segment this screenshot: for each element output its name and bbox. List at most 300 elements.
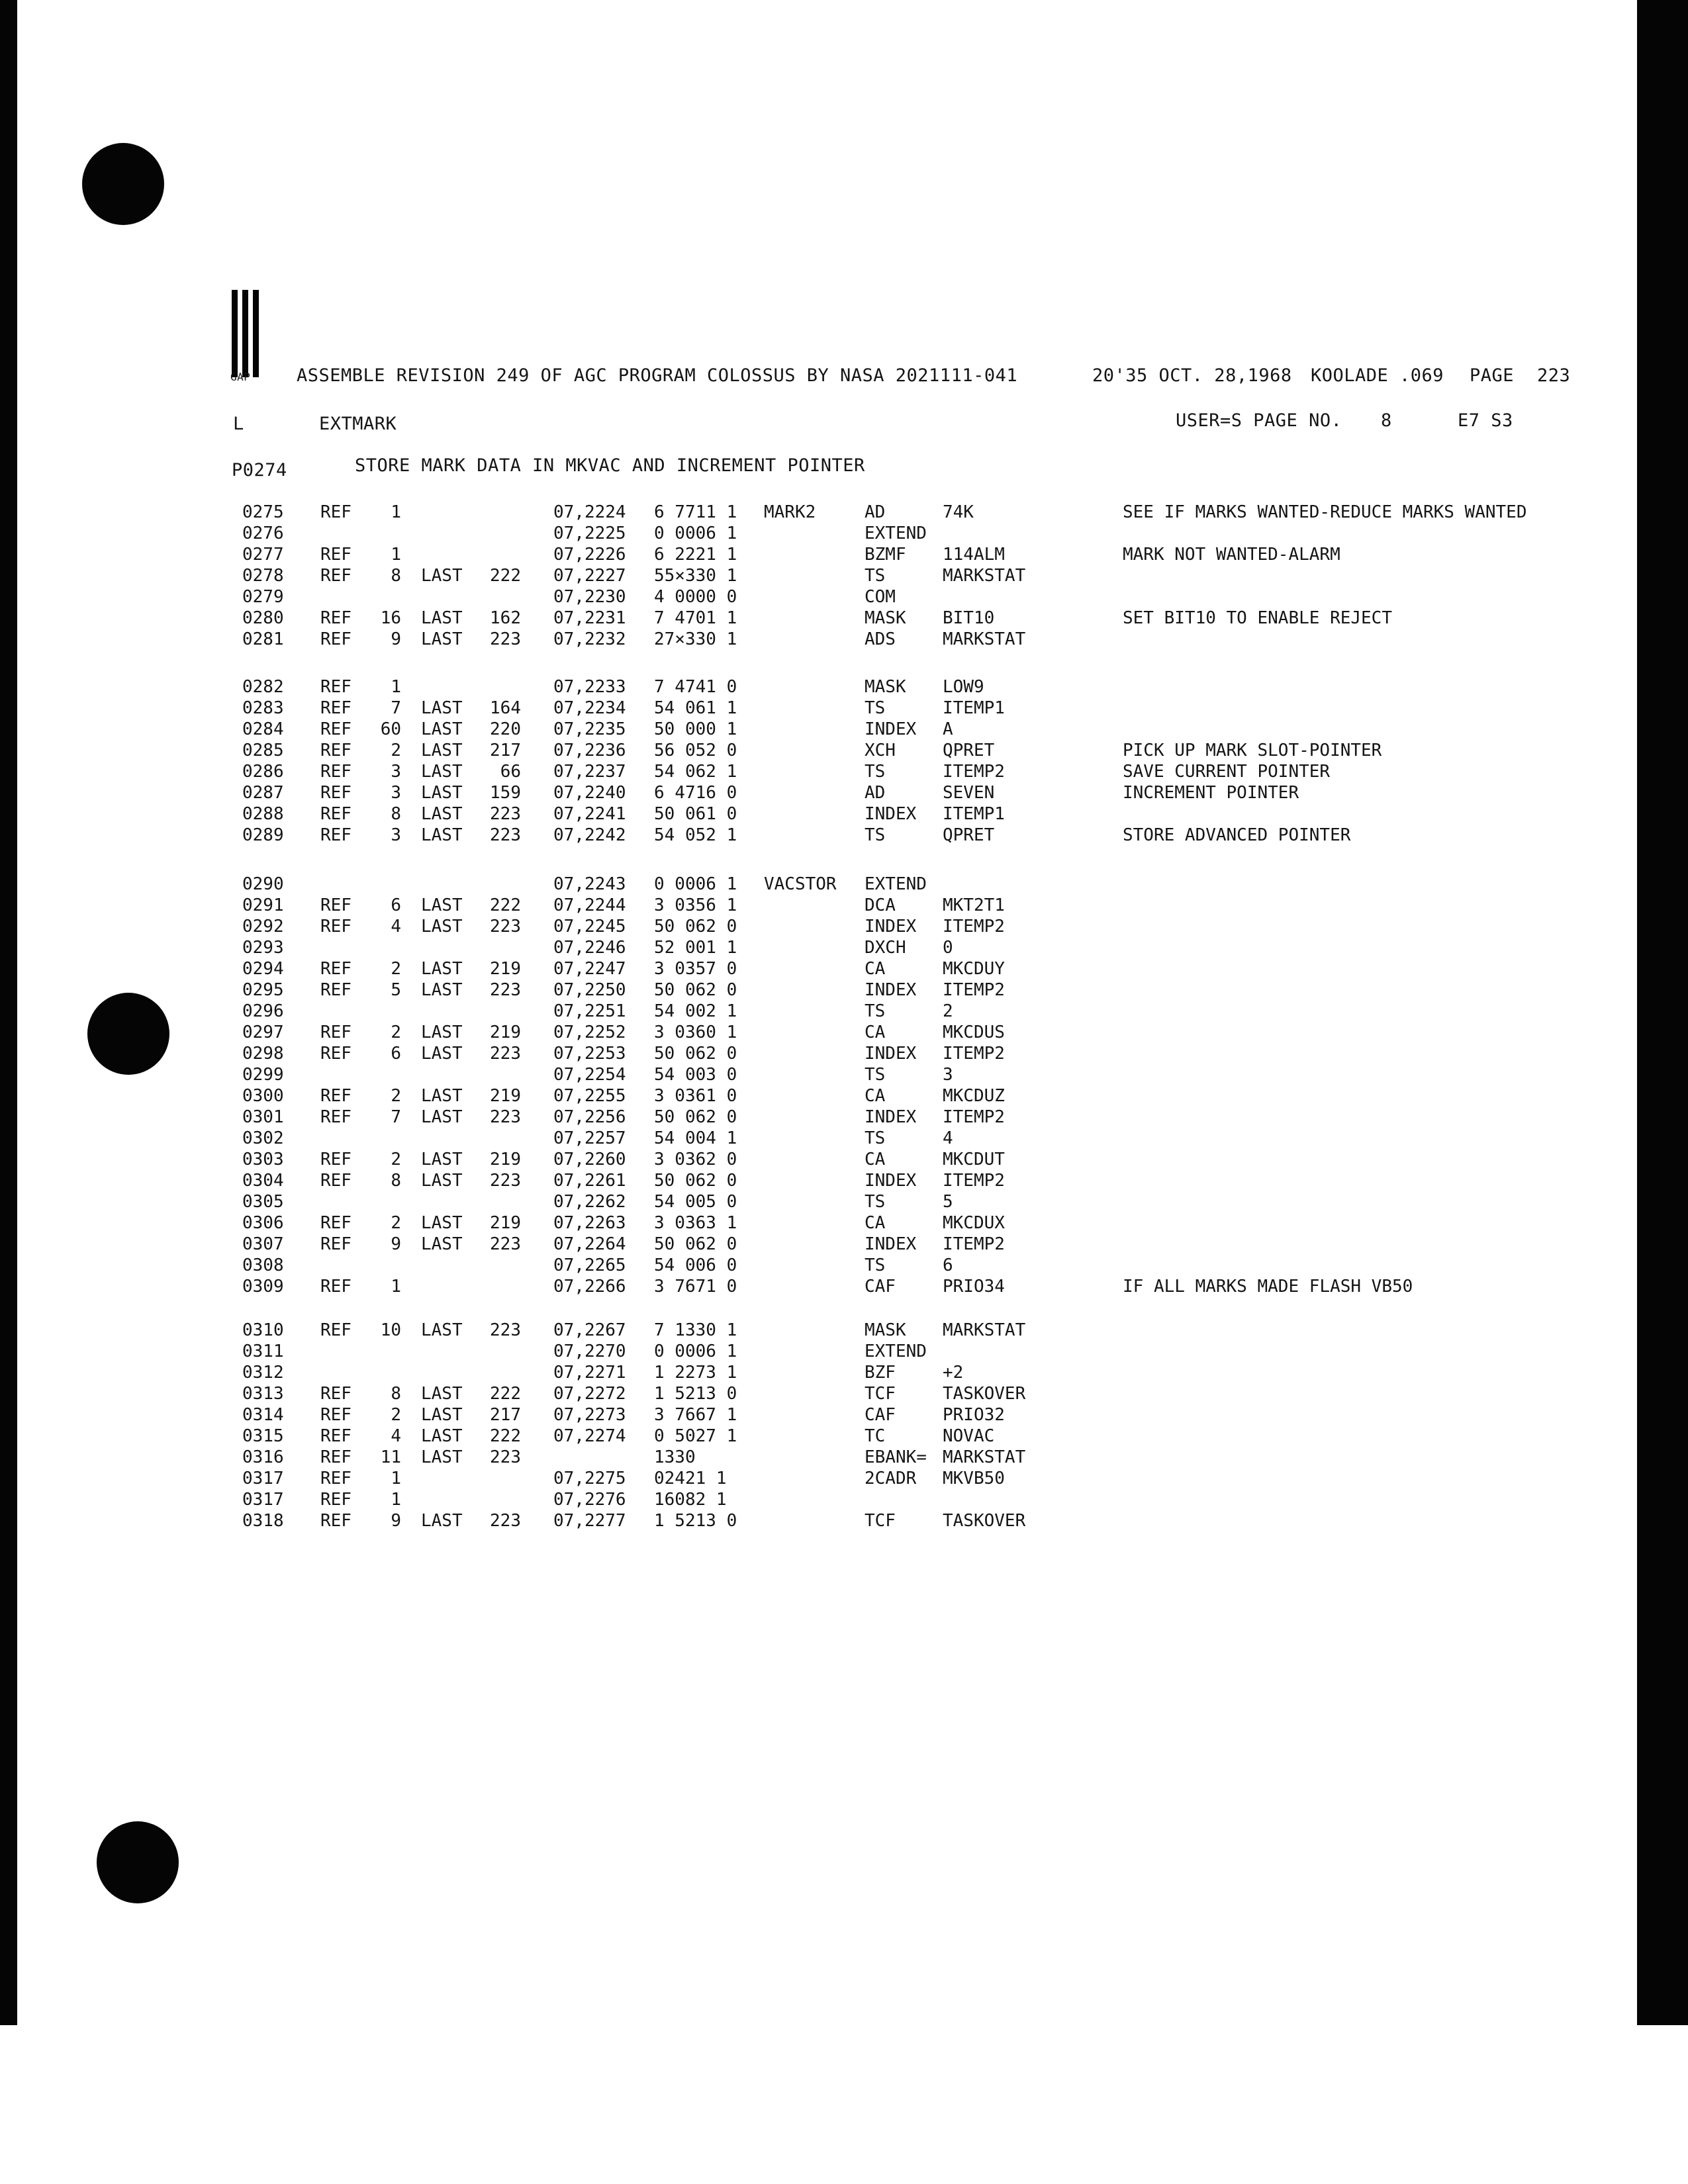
last-tag: LAST — [421, 1384, 463, 1404]
octal-word: 54 004 1 — [654, 1128, 737, 1148]
page-code: E7 S3 — [1458, 410, 1513, 431]
seq-number: 0282 — [242, 677, 284, 697]
last-tag: LAST — [421, 980, 463, 1000]
last-page: 222 — [490, 1384, 521, 1404]
operand: MKVB50 — [943, 1469, 1005, 1488]
listing-line — [0, 544, 1688, 565]
opcode: BZMF — [865, 545, 906, 565]
ref-tag: REF — [320, 1384, 352, 1404]
operand: MKCDUS — [943, 1023, 1005, 1042]
ref-count: 2 — [391, 741, 401, 760]
last-tag: LAST — [421, 804, 463, 824]
octal-word: 3 0362 0 — [654, 1150, 737, 1169]
opcode: CA — [865, 959, 886, 979]
octal-word: 55×330 1 — [654, 566, 737, 586]
address: 07,2254 — [553, 1065, 626, 1085]
operand: NOVAC — [943, 1426, 995, 1446]
listing-line — [0, 1064, 1688, 1085]
comment: MARK NOT WANTED-ALARM — [1123, 545, 1340, 565]
operand: MARKSTAT — [943, 1447, 1026, 1467]
address: 07,2275 — [553, 1469, 626, 1488]
opcode: INDEX — [865, 1107, 917, 1127]
comment: INCREMENT POINTER — [1123, 783, 1299, 803]
last-tag: LAST — [421, 762, 463, 782]
last-page: 223 — [490, 629, 521, 649]
last-tag: LAST — [421, 917, 463, 936]
operand: 0 — [943, 938, 953, 958]
address: 07,2231 — [553, 608, 626, 628]
opcode: XCH — [865, 741, 896, 760]
octal-word: 7 4701 1 — [654, 608, 737, 628]
last-page: 223 — [490, 1044, 521, 1064]
opcode: TS — [865, 825, 886, 845]
seq-number: 0302 — [242, 1128, 284, 1148]
ref-tag: REF — [320, 1023, 352, 1042]
ref-tag: REF — [320, 566, 352, 586]
ref-count: 4 — [391, 917, 401, 936]
seq-number: 0283 — [242, 698, 284, 718]
operand: 2 — [943, 1001, 953, 1021]
punch-hole-top — [82, 143, 164, 225]
last-tag: LAST — [421, 741, 463, 760]
ref-tag: REF — [320, 719, 352, 739]
address: 07,2225 — [553, 523, 626, 543]
last-page: 223 — [490, 1447, 521, 1467]
last-tag: LAST — [421, 895, 463, 915]
ref-count: 8 — [391, 566, 401, 586]
opcode: CA — [865, 1023, 886, 1042]
comment: PICK UP MARK SLOT-POINTER — [1123, 741, 1382, 760]
ref-count: 11 — [380, 1447, 401, 1467]
last-page: 217 — [490, 1405, 521, 1425]
listing-line — [0, 1085, 1688, 1107]
address: 07,2277 — [553, 1511, 626, 1531]
listing-line — [0, 1320, 1688, 1341]
address: 07,2247 — [553, 959, 626, 979]
listing-line — [0, 1426, 1688, 1447]
opcode: 2CADR — [865, 1469, 917, 1488]
address: 07,2271 — [553, 1363, 626, 1383]
operand: ITEMP2 — [943, 762, 1005, 782]
ref-tag: REF — [320, 895, 352, 915]
listing-line — [0, 916, 1688, 937]
opcode: CAF — [865, 1277, 896, 1297]
ref-tag: REF — [320, 1447, 352, 1467]
octal-word: 3 0361 0 — [654, 1086, 737, 1106]
last-page: 219 — [490, 1150, 521, 1169]
ref-count: 6 — [391, 1044, 401, 1064]
page-comment-text: STORE MARK DATA IN MKVAC AND INCREMENT POINTER — [355, 455, 865, 476]
operand: 5 — [943, 1192, 953, 1212]
address: 07,2260 — [553, 1150, 626, 1169]
address: 07,2267 — [553, 1320, 626, 1340]
last-tag: LAST — [421, 825, 463, 845]
octal-word: 54 062 1 — [654, 762, 737, 782]
octal-word: 7 1330 1 — [654, 1320, 737, 1340]
listing-line — [0, 895, 1688, 916]
header-page-label: PAGE — [1470, 365, 1515, 386]
last-tag: LAST — [421, 629, 463, 649]
label: MARK2 — [764, 502, 816, 522]
address: 07,2265 — [553, 1255, 626, 1275]
listing-line — [0, 523, 1688, 544]
last-tag: LAST — [421, 1511, 463, 1531]
listing-line — [0, 502, 1688, 523]
last-page: 223 — [490, 804, 521, 824]
listing-line — [0, 979, 1688, 1001]
ref-count: 1 — [391, 1277, 401, 1297]
address: 07,2241 — [553, 804, 626, 824]
seq-number: 0309 — [242, 1277, 284, 1297]
address: 07,2273 — [553, 1405, 626, 1425]
opcode: CA — [865, 1213, 886, 1233]
octal-word: 50 062 0 — [654, 1171, 737, 1191]
seq-number: 0276 — [242, 523, 284, 543]
octal-word: 54 003 0 — [654, 1065, 737, 1085]
seq-number: 0295 — [242, 980, 284, 1000]
operand: MKCDUY — [943, 959, 1005, 979]
seq-number: 0312 — [242, 1363, 284, 1383]
octal-word: 0 0006 1 — [654, 874, 737, 894]
opcode: INDEX — [865, 1234, 917, 1254]
address: 07,2233 — [553, 677, 626, 697]
last-tag: LAST — [421, 1086, 463, 1106]
ref-tag: REF — [320, 804, 352, 824]
seq-number: 0298 — [242, 1044, 284, 1064]
seq-number: 0275 — [242, 502, 284, 522]
listing-line — [0, 1001, 1688, 1022]
last-tag: LAST — [421, 1213, 463, 1233]
ref-tag: REF — [320, 1171, 352, 1191]
operand: ITEMP2 — [943, 1107, 1005, 1127]
last-page: 162 — [490, 608, 521, 628]
octal-word: 02421 1 — [654, 1469, 727, 1488]
seq-number: 0315 — [242, 1426, 284, 1446]
octal-word: 50 062 0 — [654, 1107, 737, 1127]
listing-line — [0, 698, 1688, 719]
ref-count: 1 — [391, 677, 401, 697]
listing-line — [0, 1212, 1688, 1234]
listing-line — [0, 1128, 1688, 1149]
last-tag: LAST — [421, 698, 463, 718]
last-page: 223 — [490, 1320, 521, 1340]
seq-number: 0296 — [242, 1001, 284, 1021]
listing-line — [0, 1107, 1688, 1128]
users-page-label: USER=S PAGE NO. — [1176, 410, 1342, 431]
ref-count: 2 — [391, 959, 401, 979]
log-letter: L — [233, 414, 244, 434]
seq-number: 0313 — [242, 1384, 284, 1404]
address: 07,2244 — [553, 895, 626, 915]
ref-count: 1 — [391, 1490, 401, 1510]
opcode: AD — [865, 783, 886, 803]
listing-line — [0, 1149, 1688, 1170]
last-page: 223 — [490, 825, 521, 845]
seq-number: 0301 — [242, 1107, 284, 1127]
listing-line — [0, 1362, 1688, 1383]
listing-line — [0, 586, 1688, 608]
last-tag: LAST — [421, 1447, 463, 1467]
last-page: 223 — [490, 917, 521, 936]
ref-count: 6 — [391, 895, 401, 915]
operand: TASKOVER — [943, 1384, 1026, 1404]
last-page: 159 — [490, 783, 521, 803]
seq-number: 0300 — [242, 1086, 284, 1106]
last-page: 219 — [490, 959, 521, 979]
octal-word: 4 0000 0 — [654, 587, 737, 607]
opcode: EXTEND — [865, 1342, 927, 1361]
opcode: INDEX — [865, 719, 917, 739]
seq-number: 0294 — [242, 959, 284, 979]
ref-count: 1 — [391, 545, 401, 565]
opcode: EBANK= — [865, 1447, 927, 1467]
listing-line — [0, 874, 1688, 895]
last-page: 223 — [490, 1234, 521, 1254]
ref-count: 2 — [391, 1213, 401, 1233]
comment: SEE IF MARKS WANTED-REDUCE MARKS WANTED — [1123, 502, 1527, 522]
ref-tag: REF — [320, 1277, 352, 1297]
last-page: 217 — [490, 741, 521, 760]
operand: LOW9 — [943, 677, 984, 697]
operand: MKCDUZ — [943, 1086, 1005, 1106]
ref-count: 7 — [391, 1107, 401, 1127]
listing-line — [0, 1404, 1688, 1426]
operand: SEVEN — [943, 783, 995, 803]
octal-word: 50 061 0 — [654, 804, 737, 824]
ref-count: 10 — [380, 1320, 401, 1340]
operand: QPRET — [943, 741, 995, 760]
last-page: 223 — [490, 980, 521, 1000]
last-page: 222 — [490, 895, 521, 915]
last-page: 164 — [490, 698, 521, 718]
octal-word: 54 002 1 — [654, 1001, 737, 1021]
page-comment-id: P0274 — [232, 460, 287, 480]
operand: 4 — [943, 1128, 953, 1148]
ref-count: 3 — [391, 783, 401, 803]
address: 07,2250 — [553, 980, 626, 1000]
octal-word: 1 5213 0 — [654, 1511, 737, 1531]
ref-tag: REF — [320, 825, 352, 845]
octal-word: 6 4716 0 — [654, 783, 737, 803]
address: 07,2261 — [553, 1171, 626, 1191]
address: 07,2235 — [553, 719, 626, 739]
opcode: EXTEND — [865, 874, 927, 894]
address: 07,2276 — [553, 1490, 626, 1510]
last-tag: LAST — [421, 1405, 463, 1425]
ref-count: 1 — [391, 1469, 401, 1488]
seq-number: 0278 — [242, 566, 284, 586]
octal-word: 50 062 0 — [654, 980, 737, 1000]
address: 07,2255 — [553, 1086, 626, 1106]
listing-line — [0, 803, 1688, 825]
ref-tag: REF — [320, 959, 352, 979]
ref-count: 2 — [391, 1086, 401, 1106]
ref-tag: REF — [320, 1405, 352, 1425]
octal-word: 50 062 0 — [654, 917, 737, 936]
listing-line — [0, 1022, 1688, 1043]
address: 07,2226 — [553, 545, 626, 565]
last-tag: LAST — [421, 1171, 463, 1191]
seq-number: 0292 — [242, 917, 284, 936]
address: 07,2224 — [553, 502, 626, 522]
seq-number: 0289 — [242, 825, 284, 845]
ref-tag: REF — [320, 502, 352, 522]
ref-tag: REF — [320, 1044, 352, 1064]
operand: MKCDUX — [943, 1213, 1005, 1233]
listing-line — [0, 782, 1688, 803]
opcode: MASK — [865, 1320, 906, 1340]
ref-count: 4 — [391, 1426, 401, 1446]
seq-number: 0299 — [242, 1065, 284, 1085]
seq-number: 0311 — [242, 1342, 284, 1361]
ref-count: 7 — [391, 698, 401, 718]
operand: ITEMP2 — [943, 980, 1005, 1000]
last-tag: LAST — [421, 1150, 463, 1169]
opcode: TS — [865, 1192, 886, 1212]
seq-number: 0288 — [242, 804, 284, 824]
octal-word: 1 5213 0 — [654, 1384, 737, 1404]
address: 07,2270 — [553, 1342, 626, 1361]
ref-tag: REF — [320, 1511, 352, 1531]
last-tag: LAST — [421, 1426, 463, 1446]
listing-line — [0, 825, 1688, 846]
operand: QPRET — [943, 825, 995, 845]
octal-word: 6 7711 1 — [654, 502, 737, 522]
ref-count: 16 — [380, 608, 401, 628]
header-title: ASSEMBLE REVISION 249 OF AGC PROGRAM COLOSSUS BY NASA 2021111-041 — [297, 365, 1018, 386]
ref-count: 8 — [391, 1384, 401, 1404]
address: 07,2245 — [553, 917, 626, 936]
seq-number: 0279 — [242, 587, 284, 607]
last-page: 219 — [490, 1086, 521, 1106]
ref-tag: REF — [320, 1469, 352, 1488]
listing-line — [0, 629, 1688, 650]
operand: 3 — [943, 1065, 953, 1085]
opcode: MASK — [865, 677, 906, 697]
opcode: TS — [865, 698, 886, 718]
ref-tag: REF — [320, 1086, 352, 1106]
opcode: TS — [865, 1255, 886, 1275]
opcode: INDEX — [865, 804, 917, 824]
listing-line — [0, 937, 1688, 958]
address: 07,2266 — [553, 1277, 626, 1297]
opcode: COM — [865, 587, 896, 607]
octal-word: 54 052 1 — [654, 825, 737, 845]
ref-count: 9 — [391, 1234, 401, 1254]
seq-number: 0281 — [242, 629, 284, 649]
octal-word: 3 0357 0 — [654, 959, 737, 979]
ref-count: 1 — [391, 502, 401, 522]
listing-line — [0, 1234, 1688, 1255]
opcode: BZF — [865, 1363, 896, 1383]
operand: PRIO32 — [943, 1405, 1005, 1425]
listing-line — [0, 719, 1688, 740]
label: VACSTOR — [764, 874, 837, 894]
address: 07,2242 — [553, 825, 626, 845]
operand: PRIO34 — [943, 1277, 1005, 1297]
seq-number: 0317 — [242, 1490, 284, 1510]
operand: ITEMP2 — [943, 917, 1005, 936]
address: 07,2257 — [553, 1128, 626, 1148]
octal-word: 27×330 1 — [654, 629, 737, 649]
ref-count: 8 — [391, 1171, 401, 1191]
listing-line — [0, 1255, 1688, 1276]
ref-tag: REF — [320, 1213, 352, 1233]
seq-number: 0297 — [242, 1023, 284, 1042]
seq-number: 0310 — [242, 1320, 284, 1340]
listing-line — [0, 676, 1688, 698]
operand: ITEMP1 — [943, 698, 1005, 718]
last-tag: LAST — [421, 1234, 463, 1254]
octal-word: 0 5027 1 — [654, 1426, 737, 1446]
comment: IF ALL MARKS MADE FLASH VB50 — [1123, 1277, 1413, 1297]
last-tag: LAST — [421, 719, 463, 739]
last-page: 219 — [490, 1213, 521, 1233]
listing-line — [0, 1510, 1688, 1531]
octal-word: 54 061 1 — [654, 698, 737, 718]
octal-word: 56 052 0 — [654, 741, 737, 760]
seq-number: 0290 — [242, 874, 284, 894]
listing-line — [0, 1043, 1688, 1064]
ref-tag: REF — [320, 980, 352, 1000]
header-timestamp: 20'35 OCT. 28,1968 — [1092, 365, 1292, 386]
listing-line — [0, 1489, 1688, 1510]
opcode: INDEX — [865, 980, 917, 1000]
operand: ITEMP2 — [943, 1044, 1005, 1064]
opcode: CA — [865, 1086, 886, 1106]
octal-word: 50 062 0 — [654, 1044, 737, 1064]
seq-number: 0293 — [242, 938, 284, 958]
listing-line — [0, 1468, 1688, 1489]
octal-word: 3 0360 1 — [654, 1023, 737, 1042]
address: 07,2256 — [553, 1107, 626, 1127]
ref-tag: REF — [320, 608, 352, 628]
ref-tag: REF — [320, 1490, 352, 1510]
ref-count: 5 — [391, 980, 401, 1000]
opcode: TS — [865, 762, 886, 782]
last-tag: LAST — [421, 783, 463, 803]
octal-word: 54 006 0 — [654, 1255, 737, 1275]
opcode: AD — [865, 502, 886, 522]
address: 07,2243 — [553, 874, 626, 894]
opcode: INDEX — [865, 1044, 917, 1064]
opcode: CAF — [865, 1405, 896, 1425]
seq-number: 0304 — [242, 1171, 284, 1191]
address: 07,2253 — [553, 1044, 626, 1064]
operand: BIT10 — [943, 608, 995, 628]
seq-number: 0285 — [242, 741, 284, 760]
octal-word: 50 062 0 — [654, 1234, 737, 1254]
last-page: 222 — [490, 566, 521, 586]
octal-word: 0 0006 1 — [654, 523, 737, 543]
seq-number: 0284 — [242, 719, 284, 739]
address: 07,2240 — [553, 783, 626, 803]
operand: 114ALM — [943, 545, 1005, 565]
listing-line — [0, 1276, 1688, 1297]
listing-line — [0, 1447, 1688, 1468]
octal-word: 16082 1 — [654, 1490, 727, 1510]
opcode: DCA — [865, 895, 896, 915]
header-page-number: 223 — [1537, 365, 1571, 386]
operand: 6 — [943, 1255, 953, 1275]
ref-tag: REF — [320, 1234, 352, 1254]
ref-count: 8 — [391, 804, 401, 824]
ref-count: 2 — [391, 1405, 401, 1425]
octal-word: 3 0363 1 — [654, 1213, 737, 1233]
ref-tag: REF — [320, 1320, 352, 1340]
address: 07,2264 — [553, 1234, 626, 1254]
address: 07,2230 — [553, 587, 626, 607]
